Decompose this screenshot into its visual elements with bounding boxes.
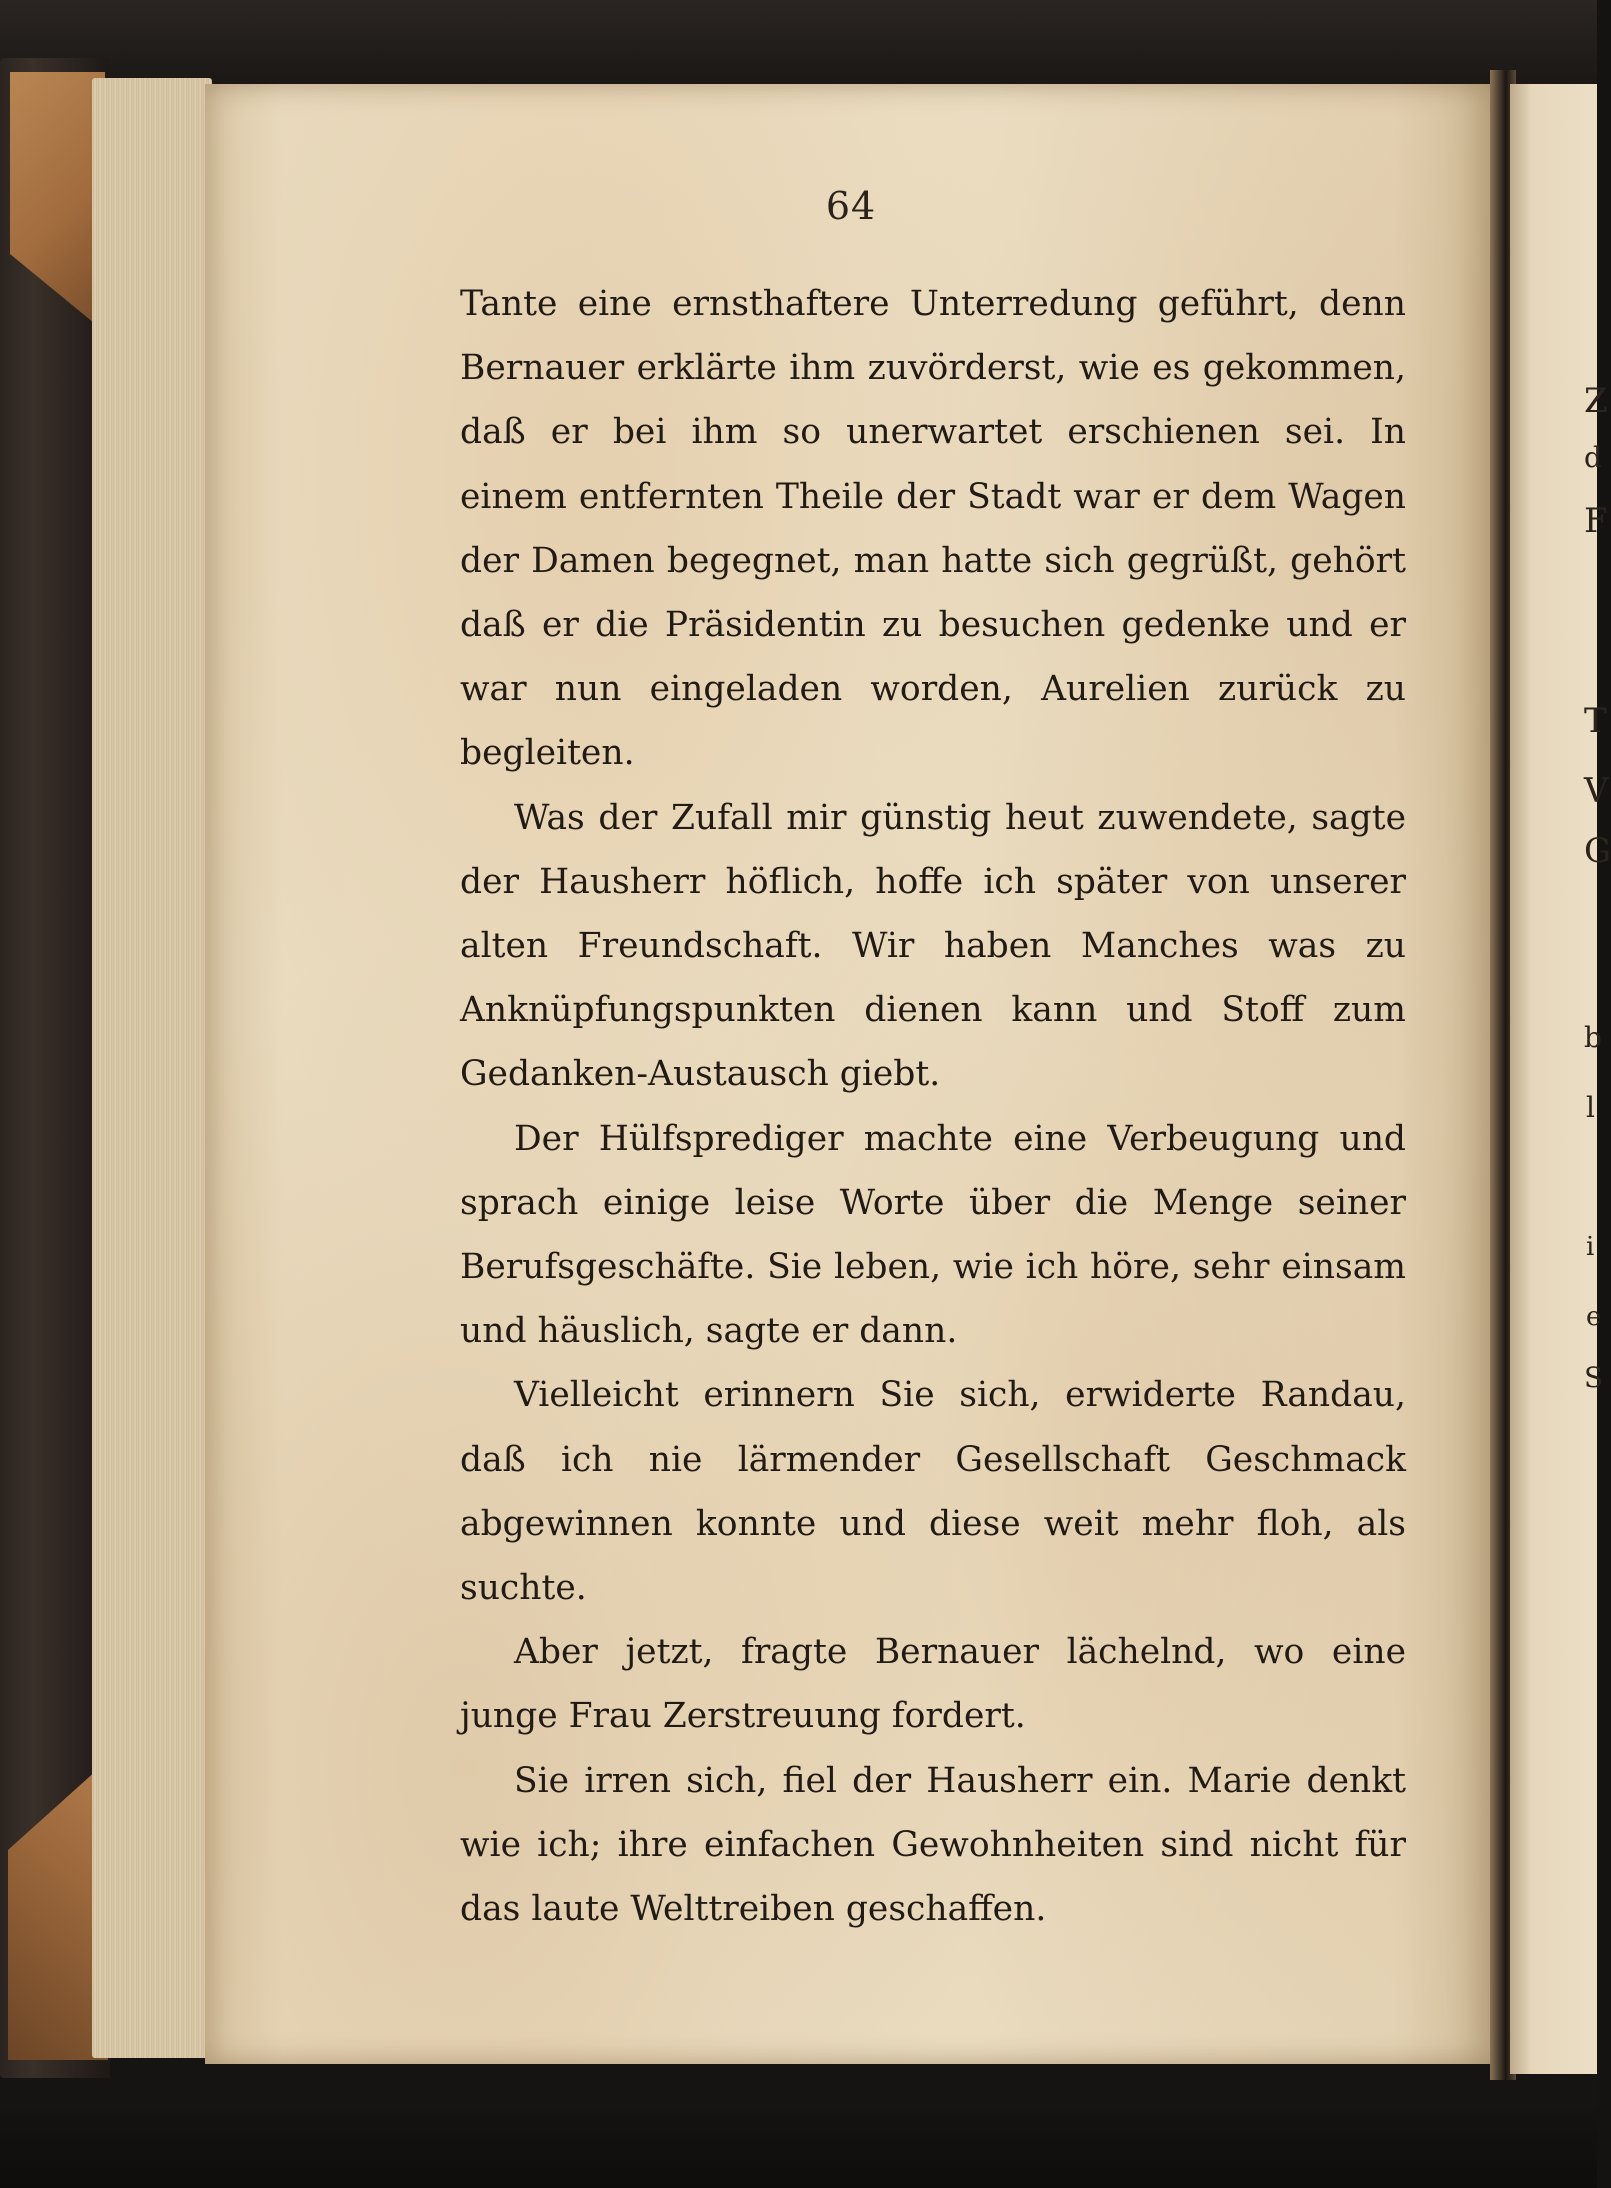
facing-page: [1510, 84, 1611, 2074]
facing-page-fragment: S: [1584, 1361, 1604, 1394]
facing-page-fragment: T: [1584, 701, 1607, 741]
facing-page-fragment: e: [1586, 1302, 1602, 1332]
facing-page-fragment: G: [1584, 831, 1611, 871]
page-number: 64: [825, 184, 877, 228]
paragraph: Vielleicht erinnern Sie sich, erwiderte Randau, daß ich nie lärmender Gesellschaft Geschmack abgewinnen konnte und diese weit mehr floh, als suchte.: [460, 1375, 1406, 1609]
page-text: [460, 272, 1406, 1941]
page-block-edges: [92, 78, 212, 2058]
facing-page-fragment: F: [1584, 501, 1608, 541]
paragraph: Der Hülfsprediger machte eine Verbeugung und sprach einige leise Worte über die Menge seiner Berufsgeschäfte. Sie leben, wie ich höre, sehr einsam und häuslich, sagte er dann.: [460, 1118, 1406, 1352]
paragraph: Tante eine ernsthaftere Unterredung geführt, denn Bernauer erklärte ihm zuvörderst, wie es gekommen, daß er bei ihm so unerwartet erschienen sei. In einem entfernten Theile der Stadt war er dem Wagen der Damen begegnet, man hatte sich gegrüßt, gehört daß er die Präsidentin zu besuchen gedenke und er war nun eingeladen worden, Aurelien zurück zu begleiten.: [460, 284, 1406, 774]
paragraph: Sie irren sich, fiel der Hausherr ein. Marie denkt wie ich; ihre einfachen Gewohnheiten sind nicht für das laute Welttreiben geschaffen.: [460, 1760, 1406, 1930]
facing-page-fragment: V: [1584, 771, 1609, 811]
paragraph: Was der Zufall mir günstig heut zuwendete, sagte der Hausherr höflich, hoffe ich später von unserer alten Freundschaft. Wir haben Manches was zu Anknüpfungspunkten dienen kann und Stoff zum Gedanken-Austausch giebt.: [460, 797, 1406, 1095]
facing-page-fragment: d: [1584, 441, 1602, 474]
paragraph: Aber jetzt, fragte Bernauer lächelnd, wo eine junge Frau Zerstreuung fordert.: [460, 1632, 1406, 1737]
facing-page-fragment: i: [1586, 1232, 1595, 1262]
book-page: [205, 84, 1497, 2064]
facing-page-fragment: Z: [1584, 381, 1608, 421]
facing-page-fragment: l: [1586, 1091, 1595, 1124]
facing-page-fragment: b: [1584, 1021, 1602, 1054]
